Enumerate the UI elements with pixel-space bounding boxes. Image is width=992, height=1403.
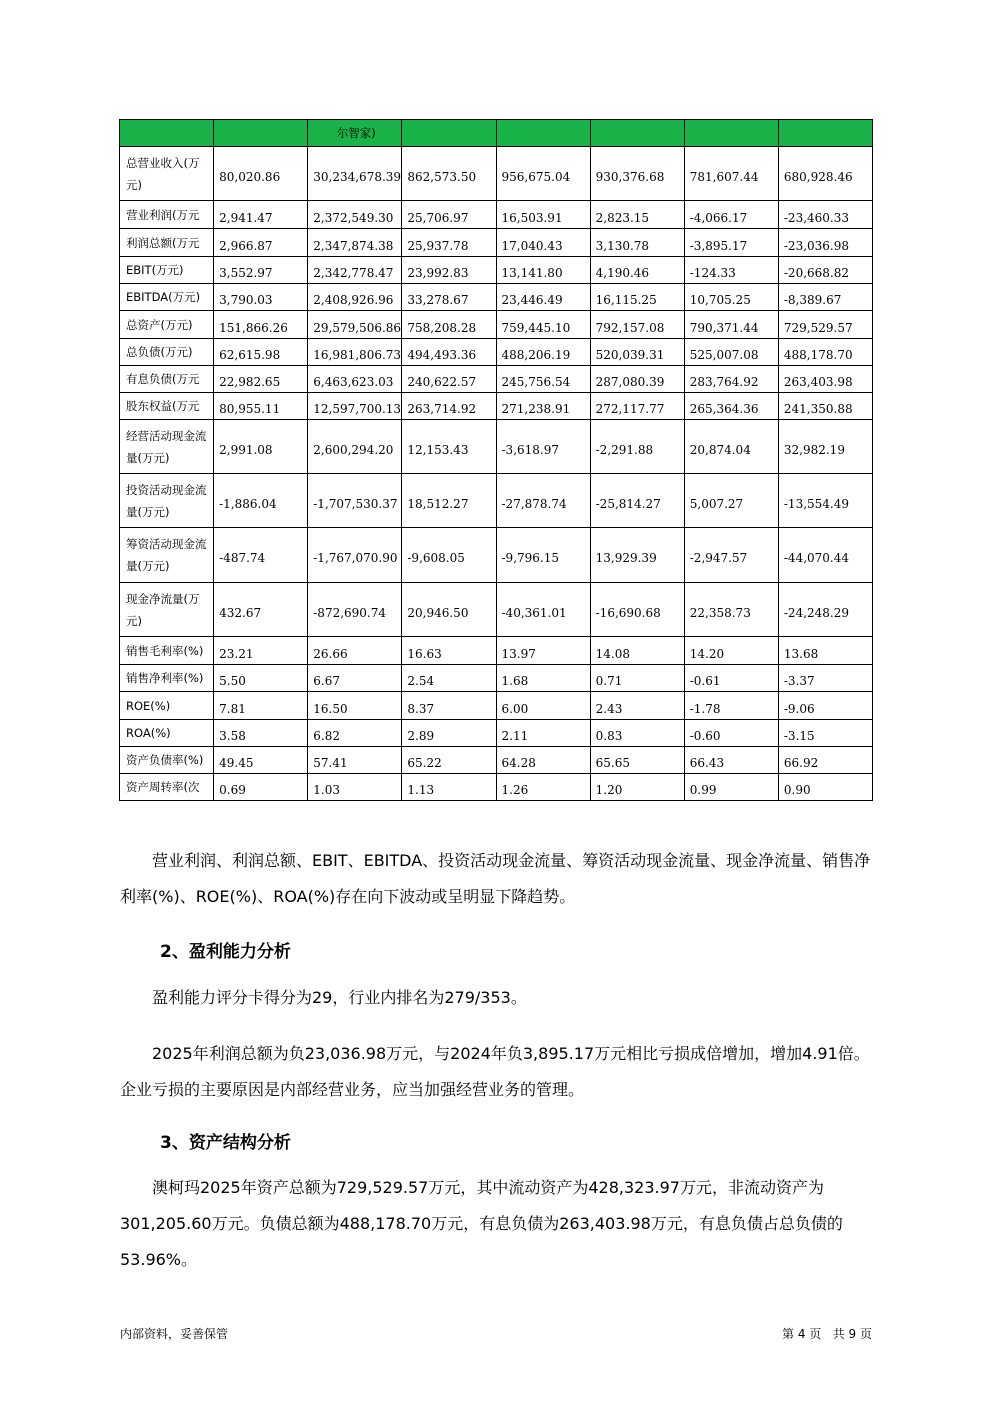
score-paragraph: 盈利能力评分卡得分为29，行业内排名为279/353。 bbox=[152, 988, 527, 1007]
table-cell: 6,463,623.03 bbox=[308, 366, 402, 393]
trend-paragraph: 营业利润、利润总额、EBIT、EBITDA、投资活动现金流量、筹资活动现金流量、现金净流量、销售净利率(%)、ROE(%)、ROA(%)存在向下波动或呈明显下降趋势。 bbox=[120, 851, 871, 906]
asset-paragraph: 澳柯玛2025年资产总额为729,529.57万元，其中流动资产为428,323.97万元，非流动资产为301,205.60万元。负债总额为488,178.70万元，有息负债为263,403.98万元，有息负债占总负债的53.96%。 bbox=[120, 1178, 843, 1269]
table-cell: -44,070.44 bbox=[778, 528, 872, 583]
table-cell: 263,714.92 bbox=[402, 393, 496, 420]
table-cell: 3,552.97 bbox=[214, 257, 308, 284]
table-cell: 5.50 bbox=[214, 665, 308, 692]
table-cell: 18,512.27 bbox=[402, 474, 496, 528]
table-cell: 12,153.43 bbox=[402, 420, 496, 474]
table-cell: -9,796.15 bbox=[496, 528, 590, 583]
table-cell: 956,675.04 bbox=[496, 147, 590, 201]
table-row bbox=[120, 393, 873, 420]
table-cell: -3.15 bbox=[778, 720, 872, 747]
table-cell: -23,036.98 bbox=[778, 229, 872, 257]
table-cell: -9,608.05 bbox=[402, 528, 496, 583]
table-cell: 8.37 bbox=[402, 692, 496, 720]
table-cell: 10,705.25 bbox=[684, 284, 778, 311]
table-row bbox=[120, 583, 873, 637]
table-cell: 4,190.46 bbox=[590, 257, 684, 284]
table-row bbox=[120, 747, 873, 774]
row-label: 筹资活动现金流量(万元) bbox=[120, 528, 214, 583]
table-cell: -1.78 bbox=[684, 692, 778, 720]
row-label: 经营活动现金流量(万元) bbox=[120, 420, 214, 474]
table-cell: 16,981,806.73 bbox=[308, 339, 402, 366]
table-cell: 2,966.87 bbox=[214, 229, 308, 257]
table-cell: -0.60 bbox=[684, 720, 778, 747]
row-label: 资产负债率(%) bbox=[120, 747, 214, 774]
header-cell bbox=[684, 120, 778, 147]
table-cell: -1,707,530.37 bbox=[308, 474, 402, 528]
row-label: 总营业收入(万元) bbox=[120, 147, 214, 201]
row-label: 资产周转率(次 bbox=[120, 774, 214, 801]
table-cell: 16.50 bbox=[308, 692, 402, 720]
table-cell: 2,372,549.30 bbox=[308, 201, 402, 229]
table-cell: -23,460.33 bbox=[778, 201, 872, 229]
table-cell: 66.92 bbox=[778, 747, 872, 774]
table-cell: 6.67 bbox=[308, 665, 402, 692]
profit-paragraph: 2025年利润总额为负23,036.98万元，与2024年负3,895.17万元相比亏损成倍增加，增加4.91倍。企业亏损的主要原因是内部经营业务，应当加强经营业务的管理。 bbox=[120, 1044, 870, 1099]
table-cell: 758,208.28 bbox=[402, 311, 496, 339]
table-cell: 2,347,874.38 bbox=[308, 229, 402, 257]
header-cell bbox=[120, 120, 214, 147]
table-cell: -40,361.01 bbox=[496, 583, 590, 637]
table-cell: 1.26 bbox=[496, 774, 590, 801]
table-cell: 17,040.43 bbox=[496, 229, 590, 257]
table-cell: 1.20 bbox=[590, 774, 684, 801]
row-label: ROE(%) bbox=[120, 692, 214, 720]
table-cell: 680,928.46 bbox=[778, 147, 872, 201]
table-cell: 20,874.04 bbox=[684, 420, 778, 474]
table-cell: 263,403.98 bbox=[778, 366, 872, 393]
table-cell: -16,690.68 bbox=[590, 583, 684, 637]
table-cell: 2.11 bbox=[496, 720, 590, 747]
table-cell: 3,130.78 bbox=[590, 229, 684, 257]
table-cell: 1.68 bbox=[496, 665, 590, 692]
table-cell: 759,445.10 bbox=[496, 311, 590, 339]
heading-asset-structure: 3、资产结构分析 bbox=[160, 1133, 291, 1153]
table-cell: 2.54 bbox=[402, 665, 496, 692]
table-cell: 62,615.98 bbox=[214, 339, 308, 366]
header-cell bbox=[214, 120, 308, 147]
table-cell: 65.22 bbox=[402, 747, 496, 774]
header-cell bbox=[496, 120, 590, 147]
table-cell: 0.71 bbox=[590, 665, 684, 692]
table-cell: 241,350.88 bbox=[778, 393, 872, 420]
row-label: 总资产(万元) bbox=[120, 311, 214, 339]
table-cell: 33,278.67 bbox=[402, 284, 496, 311]
table-cell: -13,554.49 bbox=[778, 474, 872, 528]
table-cell: 23,992.83 bbox=[402, 257, 496, 284]
table-cell: 151,866.26 bbox=[214, 311, 308, 339]
table-row bbox=[120, 665, 873, 692]
table-cell: 272,117.77 bbox=[590, 393, 684, 420]
row-label: 有息负债(万元 bbox=[120, 366, 214, 393]
table-cell: 729,529.57 bbox=[778, 311, 872, 339]
table-row bbox=[120, 474, 873, 528]
table-cell: 13,141.80 bbox=[496, 257, 590, 284]
table-cell: 2,600,294.20 bbox=[308, 420, 402, 474]
table-cell: 494,493.36 bbox=[402, 339, 496, 366]
table-cell: 16,503.91 bbox=[496, 201, 590, 229]
table-cell: -25,814.27 bbox=[590, 474, 684, 528]
footer-page-number: 第 4 页 共 9 页 bbox=[782, 1327, 872, 1341]
table-cell: 14.08 bbox=[590, 637, 684, 665]
table-cell: 488,178.70 bbox=[778, 339, 872, 366]
table-row bbox=[120, 637, 873, 665]
table-row bbox=[120, 257, 873, 284]
table-cell: 23,446.49 bbox=[496, 284, 590, 311]
row-label: ROA(%) bbox=[120, 720, 214, 747]
header-cell bbox=[590, 120, 684, 147]
table-cell: 49.45 bbox=[214, 747, 308, 774]
table-row bbox=[120, 692, 873, 720]
table-cell: 781,607.44 bbox=[684, 147, 778, 201]
table-header-row bbox=[120, 120, 873, 147]
table-cell: 65.65 bbox=[590, 747, 684, 774]
table-cell: 30,234,678.39 bbox=[308, 147, 402, 201]
table-cell: -2,947.57 bbox=[684, 528, 778, 583]
table-cell: 2.43 bbox=[590, 692, 684, 720]
table-cell: 12,597,700.13 bbox=[308, 393, 402, 420]
table-cell: 1.03 bbox=[308, 774, 402, 801]
row-label: 营业利润(万元 bbox=[120, 201, 214, 229]
table-cell: 0.83 bbox=[590, 720, 684, 747]
row-label: 投资活动现金流量(万元) bbox=[120, 474, 214, 528]
table-cell: 2.89 bbox=[402, 720, 496, 747]
table-row bbox=[120, 366, 873, 393]
table-cell: -3,895.17 bbox=[684, 229, 778, 257]
table-row bbox=[120, 201, 873, 229]
table-cell: 80,955.11 bbox=[214, 393, 308, 420]
table-cell: 2,408,926.96 bbox=[308, 284, 402, 311]
table-cell: -2,291.88 bbox=[590, 420, 684, 474]
table-cell: 240,622.57 bbox=[402, 366, 496, 393]
table-cell: 16.63 bbox=[402, 637, 496, 665]
row-label: 现金净流量(万元) bbox=[120, 583, 214, 637]
table-row bbox=[120, 720, 873, 747]
table-cell: 3,790.03 bbox=[214, 284, 308, 311]
table-cell: 2,342,778.47 bbox=[308, 257, 402, 284]
table-cell: 64.28 bbox=[496, 747, 590, 774]
row-label: 总负债(万元) bbox=[120, 339, 214, 366]
header-company-fragment: 尔智家) bbox=[336, 126, 376, 140]
header-cell bbox=[778, 120, 872, 147]
table-cell: 432.67 bbox=[214, 583, 308, 637]
table-cell: 29,579,506.86 bbox=[308, 311, 402, 339]
table-cell: -3.37 bbox=[778, 665, 872, 692]
table-cell: 0.90 bbox=[778, 774, 872, 801]
row-label: EBITDA(万元) bbox=[120, 284, 214, 311]
footer-confidential: 内部资料，妥善保管 bbox=[120, 1327, 229, 1341]
row-label: 股东权益(万元 bbox=[120, 393, 214, 420]
row-label: 利润总额(万元 bbox=[120, 229, 214, 257]
table-cell: 862,573.50 bbox=[402, 147, 496, 201]
table-cell: -24,248.29 bbox=[778, 583, 872, 637]
table-cell: -8,389.67 bbox=[778, 284, 872, 311]
table-row bbox=[120, 774, 873, 801]
table-cell: 22,358.73 bbox=[684, 583, 778, 637]
table-cell: 66.43 bbox=[684, 747, 778, 774]
heading-profitability: 2、盈利能力分析 bbox=[160, 942, 291, 962]
table-cell: -1,767,070.90 bbox=[308, 528, 402, 583]
table-cell: 2,941.47 bbox=[214, 201, 308, 229]
table-row bbox=[120, 147, 873, 201]
table-cell: 930,376.68 bbox=[590, 147, 684, 201]
table-cell: -0.61 bbox=[684, 665, 778, 692]
table-cell: -27,878.74 bbox=[496, 474, 590, 528]
header-cell bbox=[402, 120, 496, 147]
table-row bbox=[120, 339, 873, 366]
table-cell: 245,756.54 bbox=[496, 366, 590, 393]
table-cell: 22,982.65 bbox=[214, 366, 308, 393]
table-row bbox=[120, 284, 873, 311]
table-row bbox=[120, 528, 873, 583]
table-cell: 271,238.91 bbox=[496, 393, 590, 420]
table-cell: 2,823.15 bbox=[590, 201, 684, 229]
table-cell: 25,937.78 bbox=[402, 229, 496, 257]
table-cell: -1,886.04 bbox=[214, 474, 308, 528]
table-row bbox=[120, 311, 873, 339]
table-cell: -4,066.17 bbox=[684, 201, 778, 229]
table-cell: 520,039.31 bbox=[590, 339, 684, 366]
row-label: 销售毛利率(%) bbox=[120, 637, 214, 665]
header-cell bbox=[308, 120, 402, 147]
table-cell: 488,206.19 bbox=[496, 339, 590, 366]
table-cell: 26.66 bbox=[308, 637, 402, 665]
table-cell: 13,929.39 bbox=[590, 528, 684, 583]
table-cell: 14.20 bbox=[684, 637, 778, 665]
table-cell: -487.74 bbox=[214, 528, 308, 583]
table-cell: 80,020.86 bbox=[214, 147, 308, 201]
table-cell: -20,668.82 bbox=[778, 257, 872, 284]
table-cell: 20,946.50 bbox=[402, 583, 496, 637]
table-cell: 23.21 bbox=[214, 637, 308, 665]
table-cell: 792,157.08 bbox=[590, 311, 684, 339]
table-cell: 0.99 bbox=[684, 774, 778, 801]
table-cell: 265,364.36 bbox=[684, 393, 778, 420]
table-cell: 32,982.19 bbox=[778, 420, 872, 474]
table-cell: -3,618.97 bbox=[496, 420, 590, 474]
financial-table bbox=[119, 119, 873, 801]
table-cell: 7.81 bbox=[214, 692, 308, 720]
table-cell: 3.58 bbox=[214, 720, 308, 747]
table-cell: 5,007.27 bbox=[684, 474, 778, 528]
table-cell: 6.82 bbox=[308, 720, 402, 747]
table-cell: -872,690.74 bbox=[308, 583, 402, 637]
row-label: EBIT(万元) bbox=[120, 257, 214, 284]
table-cell: 287,080.39 bbox=[590, 366, 684, 393]
table-cell: 16,115.25 bbox=[590, 284, 684, 311]
table-cell: 0.69 bbox=[214, 774, 308, 801]
table-cell: 525,007.08 bbox=[684, 339, 778, 366]
table-cell: 13.68 bbox=[778, 637, 872, 665]
table-cell: 1.13 bbox=[402, 774, 496, 801]
table-cell: -124.33 bbox=[684, 257, 778, 284]
table-cell: 2,991.08 bbox=[214, 420, 308, 474]
table-cell: 6.00 bbox=[496, 692, 590, 720]
table-cell: -9.06 bbox=[778, 692, 872, 720]
table-cell: 13.97 bbox=[496, 637, 590, 665]
table-cell: 283,764.92 bbox=[684, 366, 778, 393]
table-row bbox=[120, 229, 873, 257]
row-label: 销售净利率(%) bbox=[120, 665, 214, 692]
table-cell: 57.41 bbox=[308, 747, 402, 774]
table-row bbox=[120, 420, 873, 474]
table-cell: 790,371.44 bbox=[684, 311, 778, 339]
table-cell: 25,706.97 bbox=[402, 201, 496, 229]
